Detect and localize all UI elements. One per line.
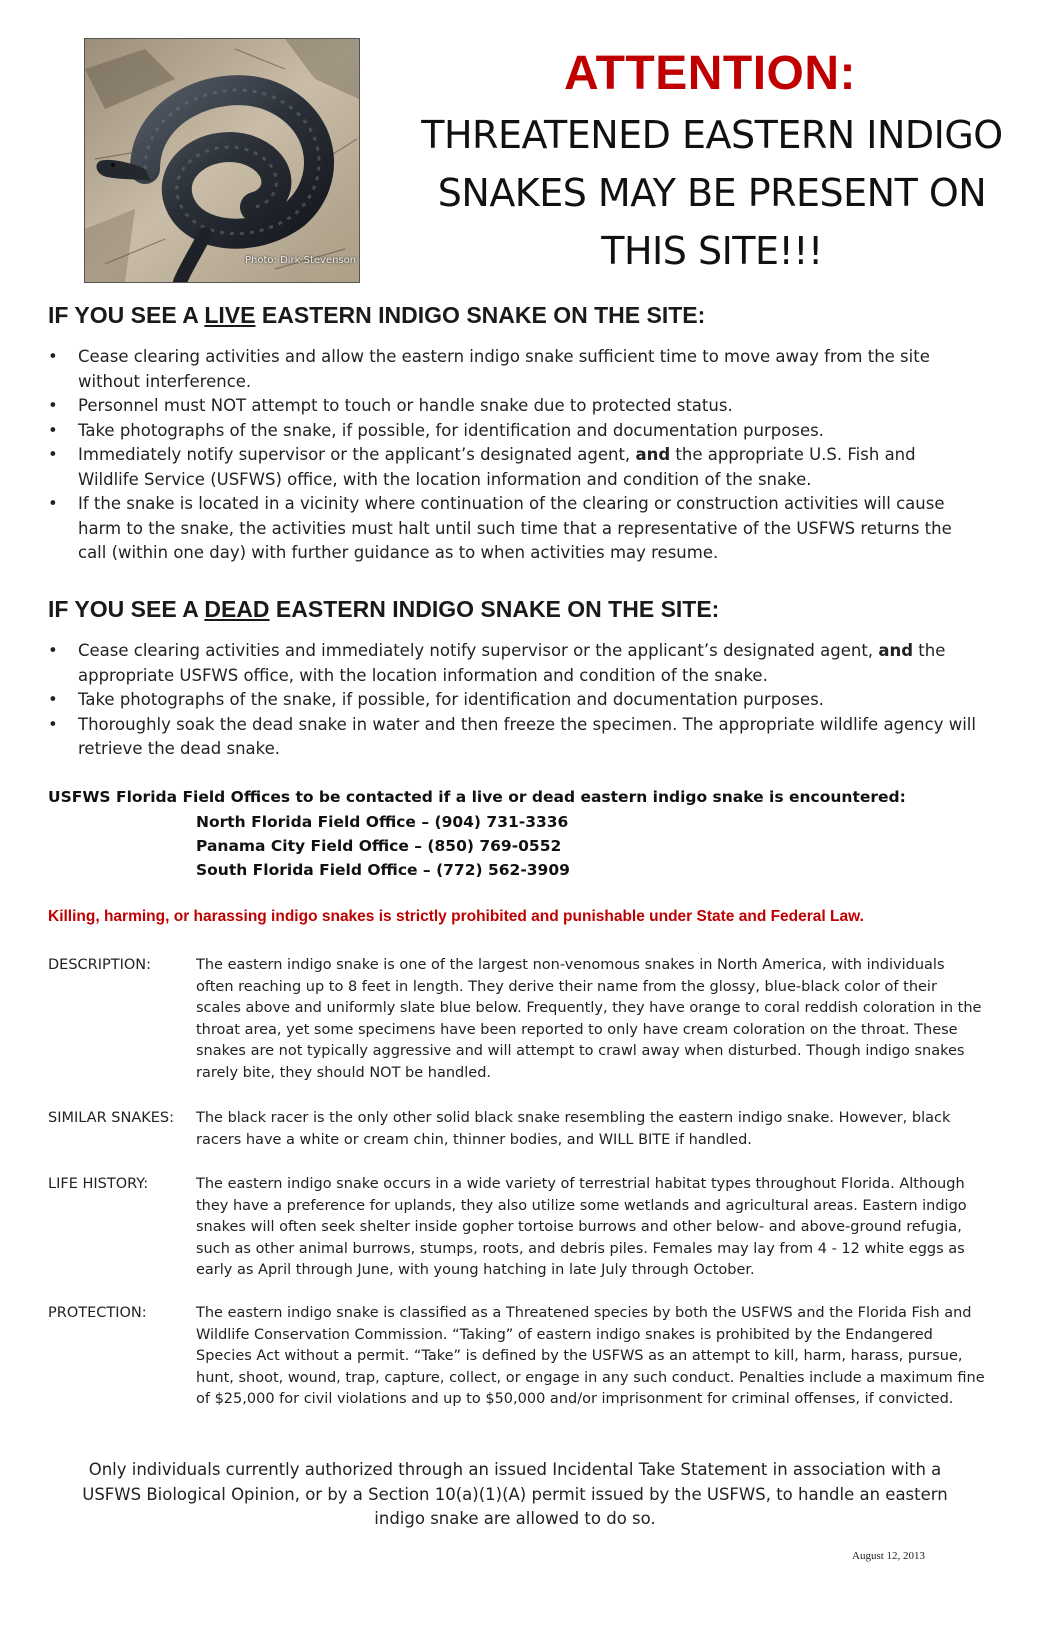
heading-text: EASTERN INDIGO SNAKE ON THE SITE: bbox=[255, 302, 706, 328]
dead-instructions-list bbox=[48, 639, 978, 762]
definition-text: The eastern indigo snake is classified as a Threatened species by both the USFWS and the Florida Fish and Wildlife Conservation Commission. “Taking” of eastern indigo snakes is prohibited by the Endangered Species Act without a permit. “Take” is defined by the USFWS as an attempt to kill, harm, harass, pursue, hunt, shoot, wound, trap, capture, collect, or engage in any such conduct. Penalties include a maximum fine of $25,000 for civil violations and up to $50,000 and/or imprisonment for criminal offenses, if convicted. bbox=[196, 1305, 985, 1407]
definition-label: PROTECTION: bbox=[48, 1305, 147, 1321]
list-item: • Take photographs of the snake, if possible, for identification and documentation purposes. bbox=[48, 688, 978, 713]
attention-title: ATTENTION: bbox=[563, 47, 857, 100]
photo-credit: Photo: Dirk Stevenson bbox=[245, 255, 357, 266]
definition-text: The eastern indigo snake is one of the largest non-venomous snakes in North America, with individuals often reaching up to 8 feet in length. They derive their name from the glossy, blue-black color of their scales above and uniformly slate blue below. Frequently, they have orange to coral reddish coloration in the throat area, yet some specimens have been reported to only have cream coloration on the throat. These snakes are not typically aggressive and will attempt to crawl away when disturbed. Though indigo snakes rarely bite, they should NOT be handled. bbox=[196, 957, 982, 1081]
office-contact: North Florida Field Office – (904) 731-3336 bbox=[196, 813, 569, 831]
list-item: • Cease clearing activities and allow the eastern indigo snake sufficient time to move away from the site without interference. bbox=[48, 345, 978, 394]
dead-section-heading bbox=[48, 596, 719, 623]
item-text: the appropriate U.S. Fish and Wildlife Service (USFWS) office, with the location information and condition of the snake. bbox=[78, 445, 916, 489]
legal-warning: Killing, harming, or harassing indigo snakes is strictly prohibited and punishable under State and Federal Law. bbox=[48, 908, 864, 925]
list-item: • Thoroughly soak the dead snake in water and then freeze the specimen. The appropriate wildlife agency will retrieve the dead snake. bbox=[48, 713, 978, 762]
live-section-heading bbox=[48, 302, 705, 329]
heading-text: IF YOU SEE A bbox=[48, 302, 205, 328]
headline-line: THIS SITE!!! bbox=[601, 229, 823, 273]
snake-image bbox=[85, 39, 359, 282]
contacts-heading: USFWS Florida Field Offices to be contacted if a live or dead eastern indigo snake is encountered: bbox=[48, 788, 906, 806]
list-item bbox=[48, 639, 978, 688]
closing-statement: Only individuals currently authorized through an issued Incidental Take Statement in association with a USFWS Biological Opinion, or by a Section 10(a)(1)(A) permit issued by the USFWS, to handle an eastern indigo snake are allowed to do so. bbox=[82, 1460, 948, 1528]
snake-photo bbox=[84, 38, 360, 283]
office-contact: Panama City Field Office – (850) 769-0552 bbox=[196, 837, 562, 855]
headline bbox=[384, 106, 1040, 280]
definition-label: SIMILAR SNAKES: bbox=[48, 1110, 175, 1126]
list-item: • If the snake is located in a vicinity where continuation of the clearing or construction activities will cause harm to the snake, the activities must halt until such time that a representative of the USFWS returns the call (within one day) with further guidance as to when activities may resume. bbox=[48, 492, 978, 566]
headline-line: THREATENED EASTERN INDIGO bbox=[421, 113, 1003, 157]
headline-line: SNAKES MAY BE PRESENT ON bbox=[437, 171, 987, 215]
item-emphasis: and bbox=[878, 641, 914, 660]
office-contact: South Florida Field Office – (772) 562-3909 bbox=[196, 861, 570, 879]
live-instructions-list bbox=[48, 345, 978, 566]
definition-label: DESCRIPTION: bbox=[48, 957, 152, 973]
heading-emphasis: DEAD bbox=[204, 596, 270, 622]
list-item bbox=[48, 443, 978, 492]
item-text: Immediately notify supervisor or the applicant’s designated agent, bbox=[78, 445, 631, 464]
definition-text: The black racer is the only other solid black snake resembling the eastern indigo snake. However, black racers have a white or cream chin, thinner bodies, and WILL BITE if handled. bbox=[196, 1110, 951, 1148]
item-emphasis: and bbox=[635, 445, 671, 464]
heading-text: IF YOU SEE A bbox=[48, 596, 205, 622]
item-text: the appropriate USFWS office, with the location information and condition of the snake. bbox=[78, 641, 946, 685]
heading-emphasis: LIVE bbox=[204, 302, 256, 328]
list-item: • Personnel must NOT attempt to touch or handle snake due to protected status. bbox=[48, 394, 978, 419]
list-item: • Take photographs of the snake, if possible, for identification and documentation purposes. bbox=[48, 419, 978, 444]
item-text: Cease clearing activities and immediately notify supervisor or the applicant’s designated agent, bbox=[78, 641, 874, 660]
document-date: August 12, 2013 bbox=[852, 1550, 926, 1562]
definition-text: The eastern indigo snake occurs in a wide variety of terrestrial habitat types throughout Florida. Although they have a preference for uplands, they also utilize some wetlands and agricultural areas. Eastern indigo snakes will often seek shelter inside gopher tortoise burrows and other below- and above-ground refugia, such as other animal burrows, stumps, roots, and debris piles. Females may lay from 4 - 12 white eggs as early as April through June, with young hatching in late July through October. bbox=[196, 1176, 967, 1278]
heading-text: EASTERN INDIGO SNAKE ON THE SITE: bbox=[269, 596, 720, 622]
definition-label: LIFE HISTORY: bbox=[48, 1176, 149, 1192]
